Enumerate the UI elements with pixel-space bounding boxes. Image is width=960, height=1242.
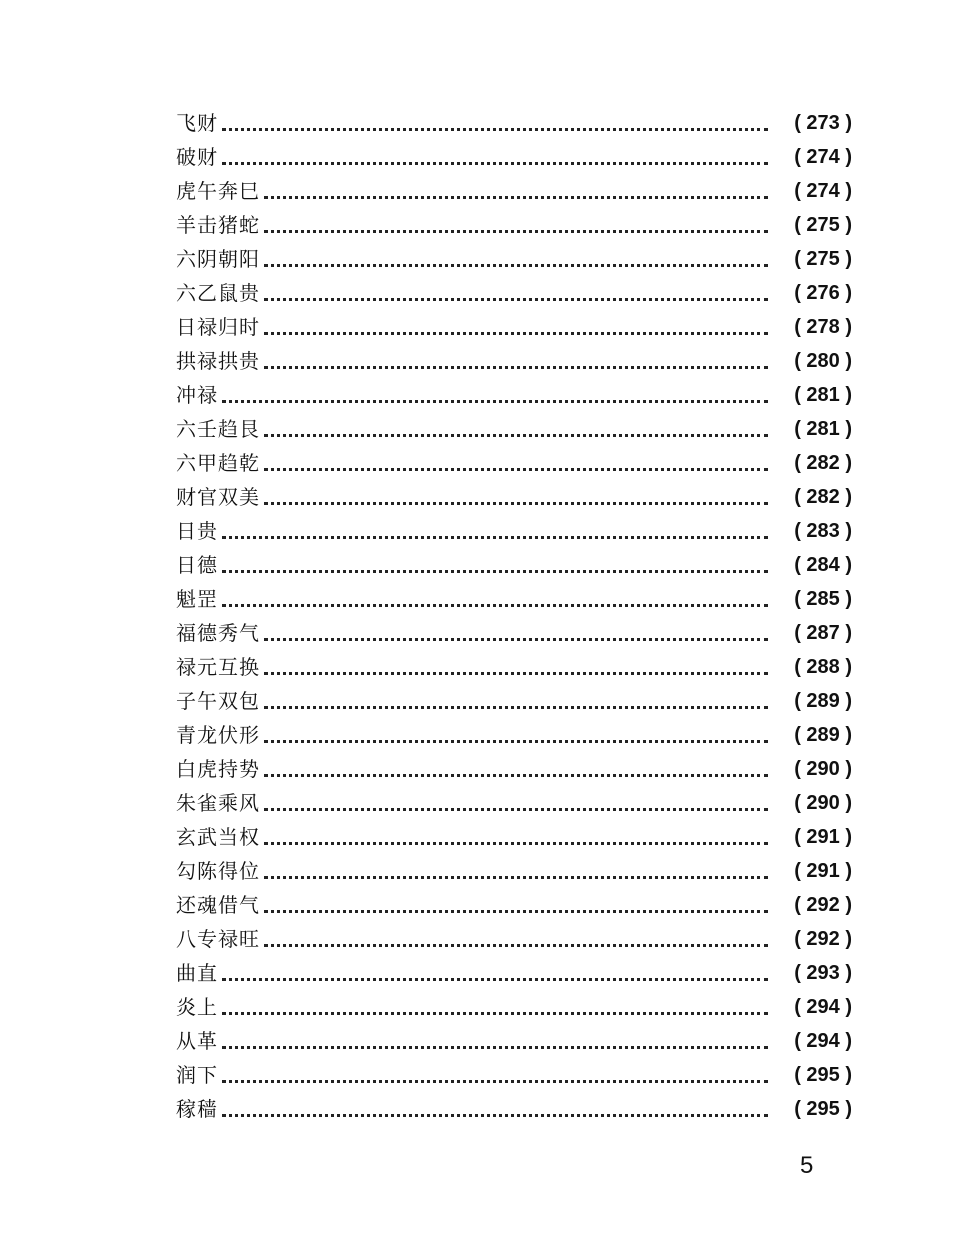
toc-entry-title: 拱禄拱贵	[176, 349, 260, 373]
toc-entry-title: 六阴朝阳	[176, 247, 260, 271]
dot-leader	[264, 944, 768, 947]
toc-entry-title: 朱雀乘风	[176, 791, 260, 815]
toc-entry-page: ( 280 )	[794, 350, 852, 372]
dot-leader	[222, 536, 768, 539]
dot-leader	[222, 604, 768, 607]
toc-entry-page: ( 287 )	[794, 622, 852, 644]
toc-entry	[176, 446, 852, 480]
toc-entry-page: ( 282 )	[794, 486, 852, 508]
toc-entry-title: 还魂借气	[176, 893, 260, 917]
toc-entry	[176, 582, 852, 616]
toc-entry-title: 勾陈得位	[176, 859, 260, 883]
toc-entry-page: ( 292 )	[794, 928, 852, 950]
toc-entry-page: ( 284 )	[794, 554, 852, 576]
toc-entry-page: ( 289 )	[794, 690, 852, 712]
toc-entry	[176, 922, 852, 956]
toc-entry-page: ( 292 )	[794, 894, 852, 916]
toc-entry	[176, 616, 852, 650]
dot-leader	[222, 400, 768, 403]
dot-leader	[222, 978, 768, 981]
toc-entry-page: ( 291 )	[794, 860, 852, 882]
toc-entry-page: ( 290 )	[794, 758, 852, 780]
toc-entry-title: 魁罡	[176, 587, 218, 611]
toc-entry-page: ( 295 )	[794, 1098, 852, 1120]
toc-entry	[176, 786, 852, 820]
toc-entry-page: ( 294 )	[794, 1030, 852, 1052]
dot-leader	[222, 1046, 768, 1049]
toc-entry-title: 日禄归时	[176, 315, 260, 339]
toc-entry	[176, 548, 852, 582]
dot-leader	[264, 842, 768, 845]
toc-entry	[176, 480, 852, 514]
toc-entry-title: 曲直	[176, 961, 218, 985]
toc-entry-title: 炎上	[176, 995, 218, 1019]
toc-entry-page: ( 283 )	[794, 520, 852, 542]
toc-entry	[176, 956, 852, 990]
toc-entry	[176, 888, 852, 922]
toc-entry	[176, 990, 852, 1024]
toc-entry-page: ( 274 )	[794, 180, 852, 202]
toc-entry	[176, 412, 852, 446]
toc-entry-title: 润下	[176, 1063, 218, 1087]
page-number: 5	[800, 1152, 814, 1179]
dot-leader	[264, 332, 768, 335]
toc-entry-title: 虎午奔巳	[176, 179, 260, 203]
toc-entry-page: ( 291 )	[794, 826, 852, 848]
toc-entry	[176, 718, 852, 752]
toc-entry-page: ( 278 )	[794, 316, 852, 338]
toc-entry-page: ( 281 )	[794, 418, 852, 440]
toc-entry-title: 玄武当权	[176, 825, 260, 849]
toc-entry-title: 日贵	[176, 519, 218, 543]
toc-entry	[176, 1024, 852, 1058]
toc-entry	[176, 1092, 852, 1126]
toc-entry-page: ( 276 )	[794, 282, 852, 304]
toc-entry-title: 冲禄	[176, 383, 218, 407]
toc-entry	[176, 140, 852, 174]
toc-entry-title: 羊击猪蛇	[176, 213, 260, 237]
toc-entry-page: ( 282 )	[794, 452, 852, 474]
toc-entry-title: 破财	[176, 145, 218, 169]
toc-entry-page: ( 281 )	[794, 384, 852, 406]
toc-entry	[176, 208, 852, 242]
toc-entry-page: ( 288 )	[794, 656, 852, 678]
dot-leader	[222, 1114, 768, 1117]
dot-leader	[264, 502, 768, 505]
dot-leader	[264, 672, 768, 675]
toc-entry	[176, 174, 852, 208]
toc-entry-title: 六乙鼠贵	[176, 281, 260, 305]
dot-leader	[264, 468, 768, 471]
toc-entry	[176, 514, 852, 548]
dot-leader	[222, 570, 768, 573]
dot-leader	[264, 264, 768, 267]
toc-entry	[176, 378, 852, 412]
dot-leader	[222, 128, 768, 131]
toc-entry-title: 财官双美	[176, 485, 260, 509]
toc-entry-page: ( 275 )	[794, 214, 852, 236]
toc-entry	[176, 820, 852, 854]
toc-entry-page: ( 274 )	[794, 146, 852, 168]
toc-entry-title: 从革	[176, 1029, 218, 1053]
toc-entry	[176, 752, 852, 786]
dot-leader	[264, 366, 768, 369]
toc-entry	[176, 106, 852, 140]
dot-leader	[222, 1080, 768, 1083]
dot-leader	[264, 706, 768, 709]
toc-entry-page: ( 273 )	[794, 112, 852, 134]
toc-entry-page: ( 295 )	[794, 1064, 852, 1086]
toc-entry-title: 飞财	[176, 111, 218, 135]
toc-entry-title: 六壬趋艮	[176, 417, 260, 441]
dot-leader	[222, 162, 768, 165]
toc-entry	[176, 854, 852, 888]
toc-entry-title: 禄元互换	[176, 655, 260, 679]
dot-leader	[264, 910, 768, 913]
dot-leader	[264, 808, 768, 811]
dot-leader	[264, 740, 768, 743]
toc-entry-title: 子午双包	[176, 689, 260, 713]
toc-entry	[176, 684, 852, 718]
toc-entry-page: ( 289 )	[794, 724, 852, 746]
toc-entry-title: 福德秀气	[176, 621, 260, 645]
toc-entry-page: ( 293 )	[794, 962, 852, 984]
toc-entry-title: 白虎持势	[176, 757, 260, 781]
toc-entry-page: ( 290 )	[794, 792, 852, 814]
dot-leader	[264, 298, 768, 301]
toc-entry-page: ( 275 )	[794, 248, 852, 270]
toc-entry-title: 六甲趋乾	[176, 451, 260, 475]
toc-entry-title: 八专禄旺	[176, 927, 260, 951]
toc-entry	[176, 310, 852, 344]
toc-entry	[176, 344, 852, 378]
toc-entry	[176, 242, 852, 276]
toc-entry-title: 青龙伏形	[176, 723, 260, 747]
dot-leader	[264, 196, 768, 199]
toc-entry-page: ( 294 )	[794, 996, 852, 1018]
toc-entry	[176, 1058, 852, 1092]
table-of-contents	[176, 106, 852, 1126]
toc-entry	[176, 650, 852, 684]
toc-entry-title: 日德	[176, 553, 218, 577]
dot-leader	[222, 1012, 768, 1015]
toc-entry-page: ( 285 )	[794, 588, 852, 610]
dot-leader	[264, 638, 768, 641]
dot-leader	[264, 434, 768, 437]
toc-entry-title: 稼穑	[176, 1097, 218, 1121]
dot-leader	[264, 774, 768, 777]
toc-entry	[176, 276, 852, 310]
dot-leader	[264, 230, 768, 233]
dot-leader	[264, 876, 768, 879]
